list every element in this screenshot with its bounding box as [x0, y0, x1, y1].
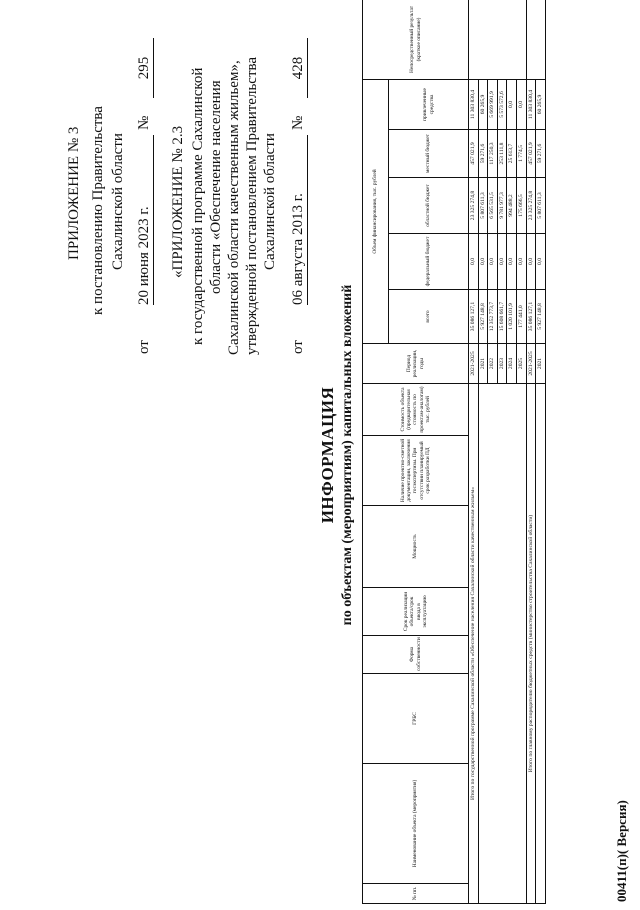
section-2-title-row	[526, 0, 536, 904]
col-header-capacity: Мощность	[363, 506, 469, 588]
col-header-term: Срок реализации объекта/срок ввода в эксплуатацию	[363, 588, 469, 636]
section-2-total: 35 086 127,1	[526, 290, 536, 344]
appendix-2-3-date: 06 августа 2013 г.	[290, 135, 308, 305]
appendix-2-3-line4: утвержденной постановлением Правительства	[244, 56, 260, 355]
section-2-blank	[536, 384, 546, 904]
appendix-3-from	[136, 340, 153, 354]
document-subtitle: по объектам (мероприятиям) капитальных вложений	[340, 284, 355, 626]
row-regional: 5 807 611,3	[536, 178, 546, 234]
col-header-regional: областной бюджет	[389, 178, 469, 234]
row-total: 15 608 661,7	[497, 290, 507, 344]
appendix-3-number: 295	[136, 38, 154, 98]
section-2-title: Итого по главному распорядителю бюджетных средств (министерство строительства Сахалинской области)	[526, 384, 536, 904]
section-2-result	[526, 0, 545, 79]
col-header-num: № пп.	[363, 884, 469, 904]
row-total: 177 441,0	[516, 290, 526, 344]
col-header-grbs: ГРБС	[363, 674, 469, 764]
table-row	[536, 0, 546, 904]
row-local: 59 271,6	[536, 130, 546, 178]
section-1-result	[469, 0, 527, 79]
section-2-local: 457 021,9	[526, 130, 536, 178]
table-header-row	[363, 0, 389, 904]
row-period: 2025	[516, 344, 526, 384]
col-header-result: Непосредственный результат (краткое описание)	[363, 0, 469, 79]
appendix-2-3-line2: области «Обеспечение населения	[208, 80, 224, 294]
row-local: 117 250,3	[488, 130, 498, 178]
section-1-title-row	[469, 0, 479, 904]
appendix-2-3-from: от	[290, 340, 306, 354]
appendix-2-3-line3: Сахалинской области качественным жильем»,	[226, 60, 242, 355]
row-federal: 0,0	[488, 234, 498, 290]
row-period: 2024	[507, 344, 517, 384]
section-2-extra: 11 303 830,4	[526, 79, 536, 129]
row-regional: 6 565 531,5	[488, 178, 498, 234]
row-total: 1 020 101,9	[507, 290, 517, 344]
row-local: 25 613,7	[507, 130, 517, 178]
row-extra: 60 265,9	[478, 79, 488, 129]
appendix-3-no-label: №	[136, 115, 152, 130]
section-1-federal: 0,0	[469, 234, 479, 290]
appendix-2-3-line5: Сахалинской области	[262, 133, 278, 270]
section-2-period: 2021-2025	[526, 344, 536, 384]
col-header-form: Форма собственности	[363, 636, 469, 674]
section-1-extra: 11 303 830,4	[469, 79, 479, 129]
appendix-3-line2: Сахалинской области	[110, 133, 126, 270]
row-total: 12 352 773,7	[488, 290, 498, 344]
row-period: 2021	[536, 344, 546, 384]
section-2-regional: 23 325 274,8	[526, 178, 536, 234]
row-regional: 9 781 977,3	[497, 178, 507, 234]
section-1-regional: 23 325 274,8	[469, 178, 479, 234]
row-federal: 0,0	[497, 234, 507, 290]
col-header-period: Период реализации, годы	[363, 344, 469, 384]
row-regional: 994 488,2	[507, 178, 517, 234]
row-federal: 0,0	[478, 234, 488, 290]
row-total: 5 927 148,8	[536, 290, 546, 344]
appendix-2-3-line1: к государственной программе Сахалинской	[190, 67, 206, 345]
appendix-3-title: ПРИЛОЖЕНИЕ № 3	[66, 126, 82, 260]
col-header-local: местный бюджет	[389, 130, 469, 178]
section-1-title: Итого по государственной программе Сахалинской области «Обеспечение населения Сахалинской области качественным жильем»	[469, 384, 479, 904]
col-header-total: всего	[389, 290, 469, 344]
col-header-funding: Объем финансирования, тыс. рублей	[363, 79, 389, 343]
row-regional: 5 807 611,3	[478, 178, 488, 234]
col-header-cost: Стоимость объекта (предварительная стоимость по проектам-аналогам) тыс. рублей	[363, 384, 469, 436]
row-period: 2022	[488, 344, 498, 384]
row-federal: 0,0	[536, 234, 546, 290]
row-period: 2023	[497, 344, 507, 384]
row-federal: 0,0	[507, 234, 517, 290]
row-extra: 60 265,9	[536, 79, 546, 129]
col-header-extra: привлеченные средства	[389, 79, 469, 129]
document-title: ИНФОРМАЦИЯ	[318, 386, 337, 524]
from-label: от	[136, 340, 152, 354]
appendix-2-3-number: 428	[290, 38, 308, 98]
col-header-name: Наименование объекта (мероприятия)	[363, 764, 469, 884]
row-total: 5 927 148,8	[478, 290, 488, 344]
row-extra: 0,0	[507, 79, 517, 129]
appendix-2-3-no-label: №	[290, 115, 306, 130]
table-row	[478, 0, 488, 904]
row-local: 59 271,6	[478, 130, 488, 178]
footer-version-code: 00411(п)( Версия)	[614, 800, 629, 902]
row-federal: 0,0	[516, 234, 526, 290]
row-period: 2021	[478, 344, 488, 384]
row-extra: 5 669 991,9	[488, 79, 498, 129]
section-1-total: 35 086 127,1	[469, 290, 479, 344]
row-local: 1 774,5	[516, 130, 526, 178]
capital-investments-table	[362, 0, 546, 904]
row-extra: 0,0	[516, 79, 526, 129]
row-regional: 175 666,5	[516, 178, 526, 234]
appendix-3-line1: к постановлению Правительства	[90, 106, 106, 315]
section-1-local: 457 021,9	[469, 130, 479, 178]
appendix-3-date: 20 июня 2023 г.	[136, 135, 154, 305]
section-1-blank	[478, 384, 526, 904]
section-2-federal: 0,0	[526, 234, 536, 290]
section-1-period: 2021-2025	[469, 344, 479, 384]
row-extra: 5 573 572,6	[497, 79, 507, 129]
col-header-docs: Наличие проектно-сметной документации, заключения госэкспертизы. При отсутствии планируемый срок разработки ПД	[363, 436, 469, 506]
appendix-2-3-title: «ПРИЛОЖЕНИЕ № 2.3	[170, 125, 186, 278]
row-local: 253 111,8	[497, 130, 507, 178]
col-header-federal: федеральный бюджет	[389, 234, 469, 290]
